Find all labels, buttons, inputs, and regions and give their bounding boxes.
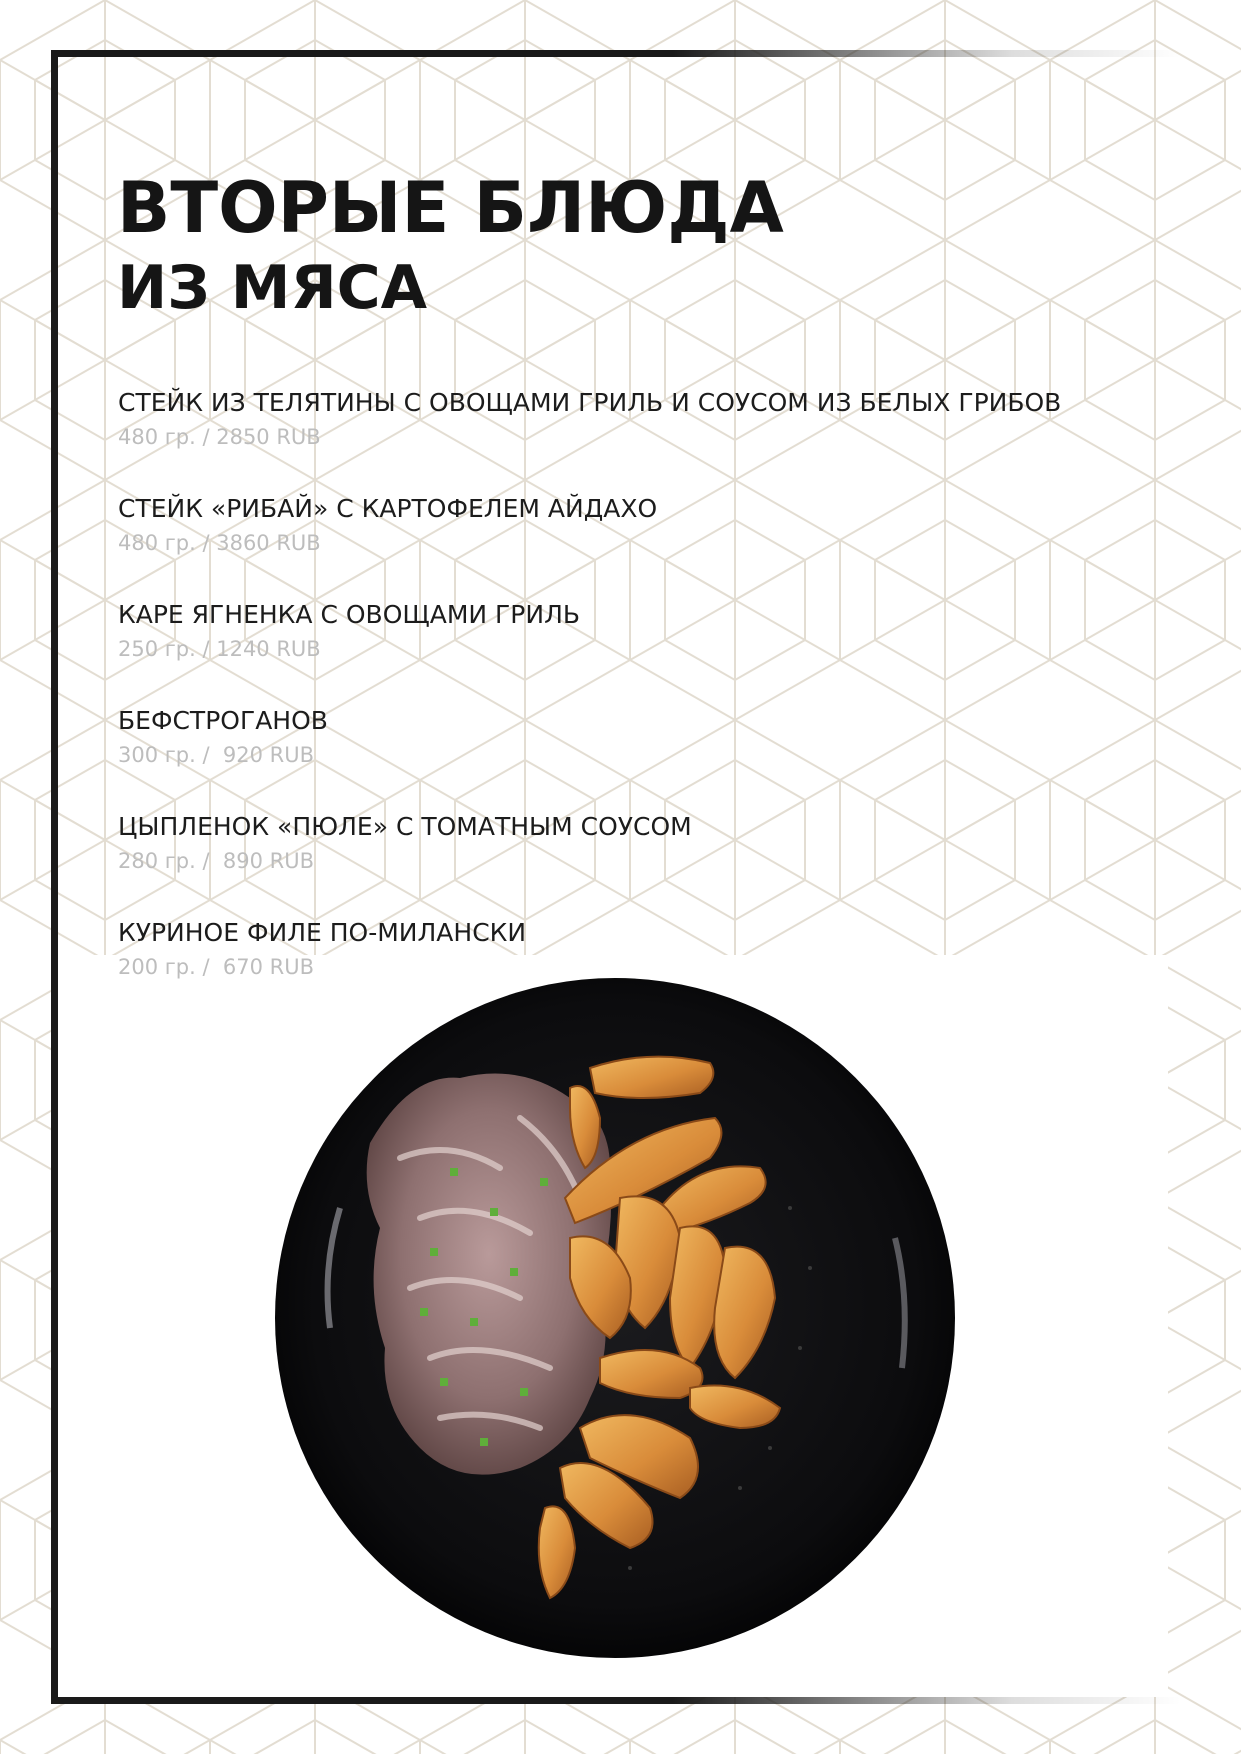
- page-title-line-2: ИЗ МЯСА: [117, 253, 428, 323]
- page-title-line-1: ВТОРЫЕ БЛЮДА: [117, 167, 784, 249]
- dish-photo: [270, 968, 960, 1658]
- frame-top-border: [51, 50, 1181, 57]
- menu-item: [118, 702, 1178, 808]
- menu-item-weight-price: 250 гр. / 1240 RUB: [118, 637, 321, 661]
- menu-list: [118, 384, 1178, 1020]
- menu-item-weight-price: 480 гр. / 3860 RUB: [118, 531, 321, 555]
- menu-item: [118, 490, 1178, 596]
- frame-left-border: [51, 50, 58, 1704]
- menu-item-name: БЕФСТРОГАНОВ: [118, 706, 328, 735]
- frame-bottom-border: [51, 1697, 1181, 1704]
- menu-item-weight-price: 280 гр. / 890 RUB: [118, 849, 315, 873]
- menu-item-name: СТЕЙК «РИБАЙ» С КАРТОФЕЛЕМ АЙДАХО: [118, 494, 658, 523]
- page-title: [117, 164, 784, 324]
- menu-item-weight-price: 300 гр. / 920 RUB: [118, 743, 315, 767]
- menu-item: [118, 384, 1178, 490]
- menu-item-weight-price: 200 гр. / 670 RUB: [118, 955, 315, 979]
- menu-item: [118, 808, 1178, 914]
- menu-item: [118, 596, 1178, 702]
- menu-item-name: СТЕЙК ИЗ ТЕЛЯТИНЫ С ОВОЩАМИ ГРИЛЬ И СОУСОМ ИЗ БЕЛЫХ ГРИБОВ: [118, 388, 1062, 417]
- menu-item-name: ЦЫПЛЕНОК «ПЮЛЕ» С ТОМАТНЫМ СОУСОМ: [118, 812, 692, 841]
- menu-item-weight-price: 480 гр. / 2850 RUB: [118, 425, 321, 449]
- menu-item-name: КУРИНОЕ ФИЛЕ ПО-МИЛАНСКИ: [118, 918, 527, 947]
- menu-item-name: КАРЕ ЯГНЕНКА С ОВОЩАМИ ГРИЛЬ: [118, 600, 581, 629]
